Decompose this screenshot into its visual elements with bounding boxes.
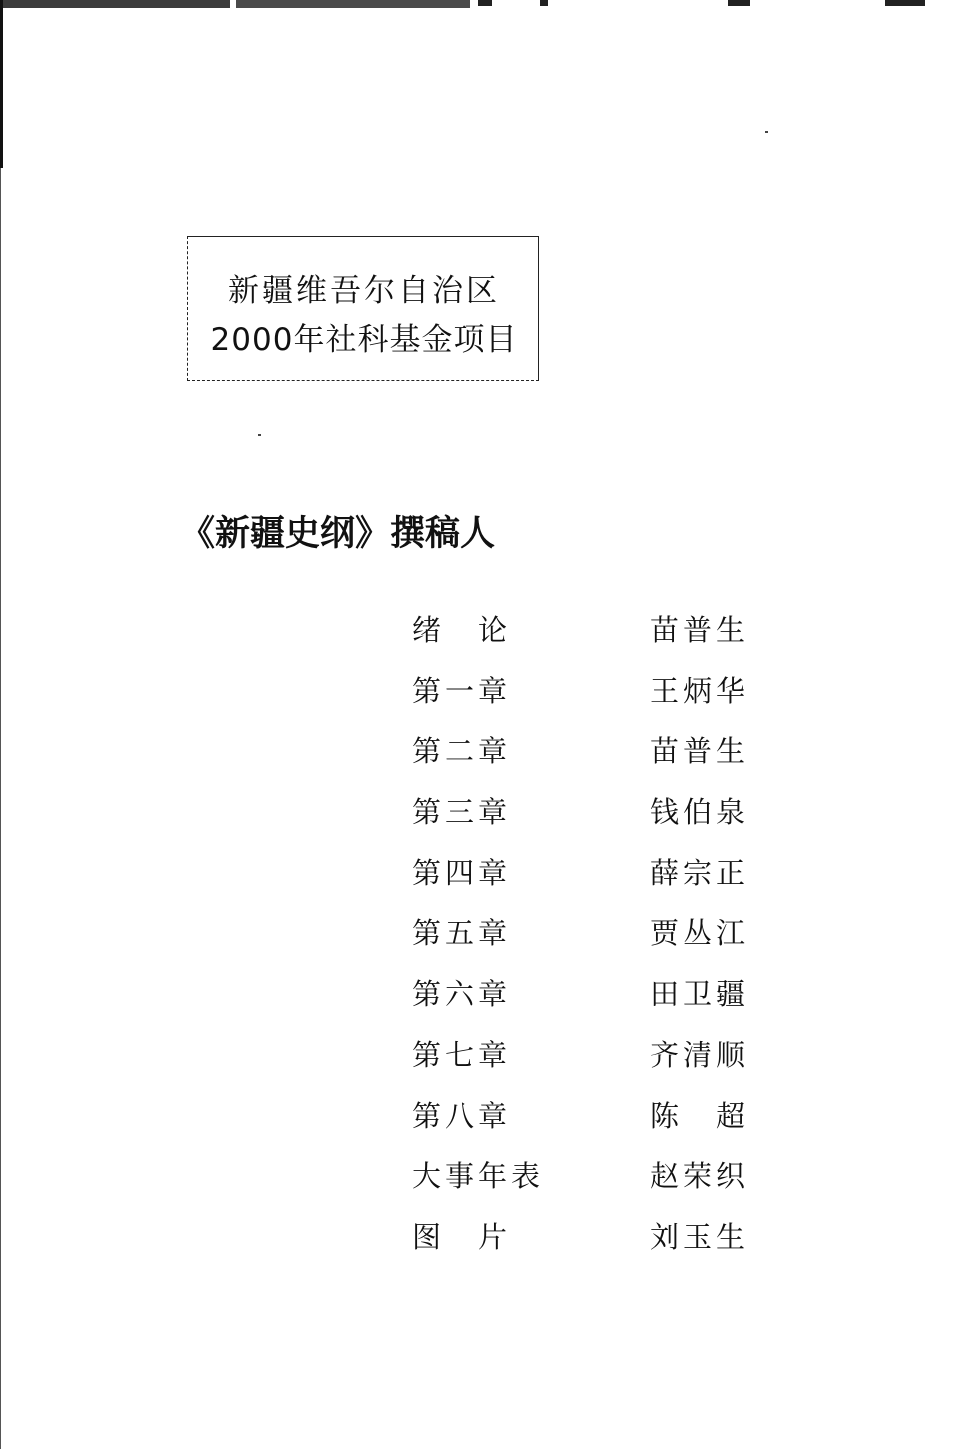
contributor-author: 王炳华 bbox=[650, 673, 750, 708]
contributor-author: 苗普生 bbox=[650, 613, 750, 647]
contributor-row bbox=[412, 1033, 792, 1094]
contributor-chapter: 第二章 bbox=[412, 734, 512, 769]
contributor-chapter: 图 片 bbox=[412, 1219, 512, 1254]
contributors-title: 《新疆史纲》撰稿人 bbox=[180, 513, 496, 554]
contributor-chapter: 第四章 bbox=[412, 855, 512, 890]
contributor-row bbox=[412, 972, 792, 1033]
contributor-row bbox=[412, 1215, 792, 1276]
contributor-chapter: 第五章 bbox=[412, 916, 512, 951]
contributor-row bbox=[412, 851, 792, 912]
contributor-chapter: 第三章 bbox=[412, 795, 512, 830]
scan-speck bbox=[258, 434, 261, 436]
contributor-author: 齐清顺 bbox=[650, 1037, 750, 1072]
contributors-list bbox=[412, 608, 792, 1276]
contributor-author: 贾丛江 bbox=[650, 916, 750, 951]
scan-top-mark bbox=[885, 0, 925, 6]
grant-notice-line-2: 2000年社科基金项目 bbox=[210, 322, 518, 358]
contributor-chapter: 第八章 bbox=[412, 1098, 512, 1133]
contributor-author: 田卫疆 bbox=[650, 977, 750, 1012]
contributor-author: 苗普生 bbox=[650, 734, 750, 769]
contributor-chapter: 绪 论 bbox=[412, 613, 512, 647]
scan-left-edge bbox=[0, 0, 3, 168]
contributor-author: 赵荣织 bbox=[650, 1159, 750, 1194]
contributor-row bbox=[412, 729, 792, 790]
scan-top-mark bbox=[478, 0, 492, 6]
contributor-row bbox=[412, 790, 792, 851]
grant-notice-line-1: 新疆维吾尔自治区 bbox=[228, 273, 500, 309]
contributor-author: 刘玉生 bbox=[650, 1219, 750, 1254]
contributor-chapter: 第六章 bbox=[412, 977, 512, 1012]
contributor-chapter: 大事年表 bbox=[412, 1159, 545, 1194]
scan-top-mark bbox=[540, 0, 548, 6]
scan-speck bbox=[765, 131, 768, 133]
contributor-chapter: 第七章 bbox=[412, 1037, 512, 1072]
scan-top-mark bbox=[728, 0, 750, 6]
scan-left-edge-lower bbox=[0, 168, 1, 1449]
contributor-row bbox=[412, 669, 792, 730]
contributor-author: 陈 超 bbox=[650, 1098, 750, 1133]
contributor-row bbox=[412, 911, 792, 972]
contributor-author: 钱伯泉 bbox=[650, 795, 750, 830]
contributor-row bbox=[412, 608, 792, 669]
contributor-row bbox=[412, 1094, 792, 1155]
contributor-chapter: 第一章 bbox=[412, 673, 512, 708]
contributor-author: 薛宗正 bbox=[650, 855, 750, 890]
grant-notice-box bbox=[187, 236, 539, 381]
contributor-row bbox=[412, 1154, 792, 1215]
